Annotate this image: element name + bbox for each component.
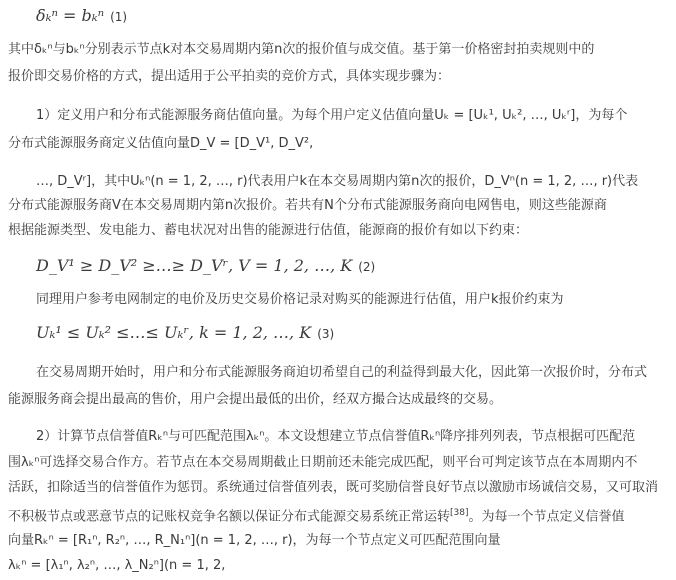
para2-line3: …, D_Vʳ]，其中Uₖⁿ(n = 1, 2, …, r)代表用户k在本交易周期内第n次的报价，D_Vⁿ(n = 1, 2, …, r)代表 [36,174,639,189]
equation-2-body: D_V¹ ≥ D_V² ≥…≥ D_Vʳ, V = 1, 2, …, K [36,256,353,275]
para5-line4-text: 不积极节点或恶意节点的记账权竞争名额以保证分布式能源交易系统正常运转 [8,509,451,525]
para2-line1: 1）定义用户和分布式能源服务商估值向量。为每个用户定义估值向量Uₖ = [Uₖ¹, Uₖ², …, Uₖʳ]，为每个 [36,108,628,123]
equation-2-number: (2) [358,260,376,274]
para4-line1: 在交易周期开始时，用户和分布式能源服务商迫切希望自己的利益得到最大化，因此第一次报价时，分布式 [36,365,648,380]
equation-3 [36,323,334,345]
para5-line4 [8,503,625,527]
equation-3-body: Uₖ¹ ≤ Uₖ² ≤…≤ Uₖʳ, k = 1, 2, …, K [36,323,312,342]
equation-3-number: (3) [317,327,335,341]
para1-line1: 其中δₖⁿ与bₖⁿ分别表示节点k对本交易周期内第n次的报价值与成交值。基于第一价格密封拍卖规则中的 [8,42,595,57]
para4-line2: 能源服务商会提出最高的售价，用户会提出最低的出价，经双方撮合达成最终的交易。 [8,392,503,407]
equation-2 [36,256,375,278]
para5-line1: 2）计算节点信誉值Rₖⁿ与可匹配范围λₖⁿ。本文设想建立节点信誉值Rₖⁿ降序排列列表，节点根据可匹配范 [36,429,636,444]
equation-1 [36,6,127,28]
para1-line2: 报价即交易价格的方式，提出适用于公平拍卖的竞价方式，具体实现步骤为： [8,69,451,84]
equation-1-body: δₖⁿ = bₖⁿ [36,6,105,25]
para2-line2: 分布式能源服务商定义估值向量D_V = [D_V¹, D_V², [8,136,314,151]
para3-line1: 同理用户参考电网制定的电价及历史交易价格记录对购买的能源进行估值，用户k报价约束为 [36,292,564,307]
citation-ref[interactable]: [38] [450,508,469,518]
para5-line5: 向量Rₖⁿ = [R₁ⁿ, R₂ⁿ, …, R_N₁ⁿ](n = 1, 2, …, r)，为每一个节点定义可匹配范围向量 [8,533,501,548]
para5-line3: 活跃，扣除适当的信誉值作为惩罚。系统通过信誉值列表，既可奖励信誉良好节点以激励市场诚信交易，又可取消 [8,480,659,495]
para5-line6: λₖⁿ = [λ₁ⁿ, λ₂ⁿ, …, λ_N₂ⁿ](n = 1, 2, [8,558,226,573]
equation-1-number: (1) [110,10,128,24]
para5-line2: 围λₖⁿ可选择交易合作方。若节点在本交易周期截止日期前还未能完成匹配，则平台可判定该节点在本周期内不 [8,455,638,470]
para2-line4: 分布式能源服务商V在本交易周期内第n次报价。若共有N个分布式能源服务商向电网售电，则这些能源商 [8,198,607,213]
para5-line4-tail: 。为每一个节点定义信誉值 [468,509,625,525]
para2-line5: 根据能源类型、发电能力、蓄电状况对出售的能源进行估值，能源商的报价有如以下约束： [8,223,529,238]
